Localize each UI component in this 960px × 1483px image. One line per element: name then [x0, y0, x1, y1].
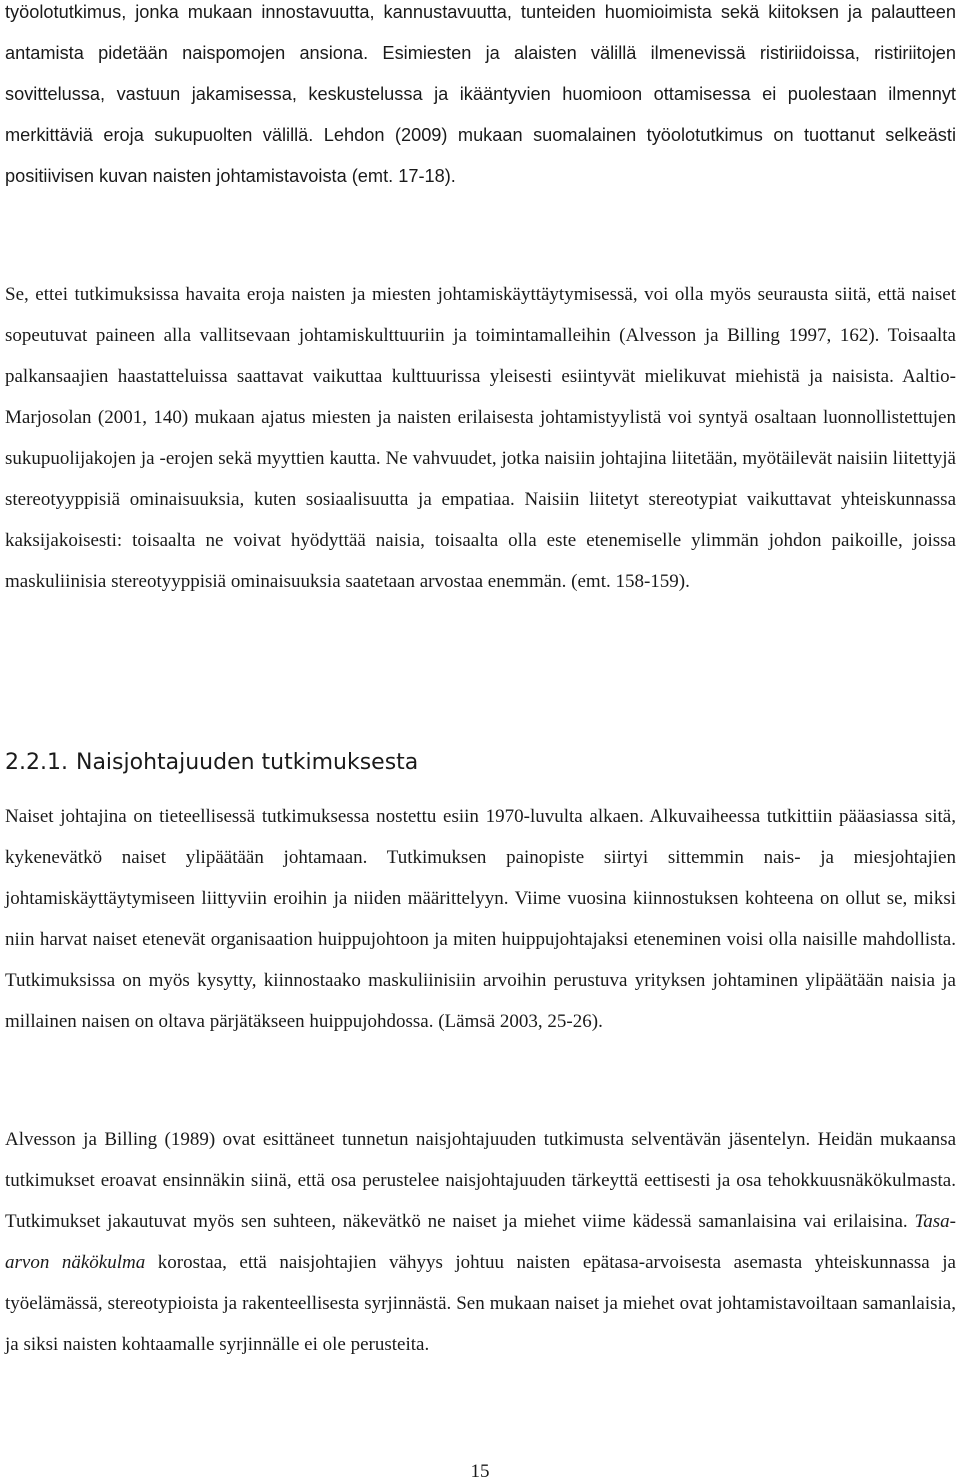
- paragraph-3: Naiset johtajina on tieteellisessä tutkimuksessa nostettu esiin 1970-luvulta alkaen. Alkuvaiheessa tutkittiin pääasiassa sitä, kykenevätkö naiset ylipäätään johtamaan. Tutkimuksen painopiste siirtyi sittemmin nais- ja miesjohtajien johtamiskäyttäytymiseen liittyviin eroihin ja niiden määrittelyyn. Viime vuosina kiinnostuksen kohteena on ollut se, miksi niin harvat naiset etenevät organisaation huippujohtoon ja miten huippujohtajaksi eteneminen voisi olla naisille mahdollista. Tutkimuksissa on myös kysytty, kiinnostaako maskuliinisiin arvoihin perustuva yrityksen johtaminen ylipäätään naisia ja millainen naisen on oltava pärjätäkseen huippujohdossa. (Lämsä 2003, 25-26).: [5, 806, 956, 1032]
- paragraph-4-text-start: Alvesson ja Billing (1989) ovat esittäneet tunnetun naisjohtajuuden tutkimusta selventävän jäsentelyn. Heidän mukaansa tutkimukset eroavat ensinnäkin siinä, että osa perustelee naisjohtajuuden tärkeyttä eettisesti ja osa tehokkuusnäkökulmasta. Tutkimukset jakautuvat myös sen suhteen, näkevätkö ne naiset ja miehet viime kädessä samanlaisina vai erilaisina.: [5, 1129, 956, 1232]
- paragraph-4-italic-term: Tasa-arvon näkökulma: [5, 1211, 956, 1273]
- paragraph-1: työolotutkimus, jonka mukaan innostavuutta, kannustavuutta, tunteiden huomioimista sekä kiitoksen ja palautteen antamista pidetään naispomojen ansiona. Esimiesten ja alaisten välillä ilmenevissä ristiriidoissa, ristiriitojen sovittelussa, vastuun jakamisessa, keskustelussa ja ikääntyvien huomioon ottamisessa ei puolestaan ilmennyt merkittäviä eroja sukupuolten välillä. Lehdon (2009) mukaan suomalainen työolotutkimus on tuottanut selkeästi positiivisen kuvan naisten johtamistavoista (emt. 17-18).: [5, 2, 956, 186]
- section-title: Naisjohtajuuden tutkimuksesta: [75, 750, 419, 775]
- page-number: 15: [470, 1461, 490, 1482]
- section-heading: [5, 748, 418, 778]
- paragraph-2: Se, ettei tutkimuksissa havaita eroja naisten ja miesten johtamiskäyttäytymisessä, voi olla myös seurausta siitä, että naiset sopeutuvat paineen alla vallitsevaan johtamiskulttuuriin ja toimintamalleihin (Alvesson ja Billing 1997, 162). Toisaalta palkansaajien haastatteluissa saattavat vaikuttaa kulttuurissa yleisesti esiintyvät mielikuvat miehistä ja naisista. Aaltio-Marjosolan (2001, 140) mukaan ajatus miesten ja naisten erilaisesta johtamistyylistä voi syntyä osaltaan luonnollistettujen sukupuolijakojen ja -erojen sekä myyttien kautta. Ne vahvuudet, jotka naisiin johtajina liitetään, myötäilevät naisiin liitettyjä stereotyyppisiä ominaisuuksia, kuten sosiaalisuutta ja empatiaa. Naisiin liitetyt stereotypiat vaikuttavat yhteiskunnassa kaksijakoisesti: toisaalta ne voivat hyödyttää naisia, toisaalta olla este etenemiselle ylimmän johdon paikoille, joissa maskuliinisia stereotyyppisiä ominaisuuksia saatetaan arvostaa enemmän. (emt. 158-159).: [5, 284, 956, 592]
- section-number: 2.2.1.: [5, 750, 68, 775]
- paragraph-4-text-end: korostaa, että naisjohtajien vähyys johtuu naisten epätasa-arvoisesta asemasta yhteiskunnassa ja työelämässä, stereotypioista ja rakenteellisesta syrjinnästä. Sen mukaan naiset ja miehet ovat johtamistavoiltaan samanlaisia, ja siksi naisten kohtaamalle syrjinnälle ei ole perusteita.: [5, 1252, 956, 1355]
- paragraph-4: [5, 1119, 956, 1365]
